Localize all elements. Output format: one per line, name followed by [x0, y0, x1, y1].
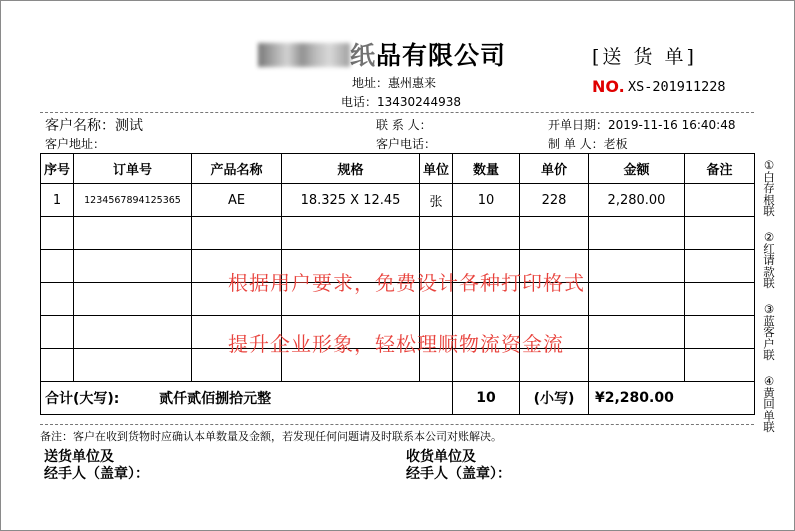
company-address: 地址：惠州惠来 — [352, 76, 437, 90]
table-cell — [685, 184, 755, 217]
table-cell: AE — [192, 184, 282, 217]
col-header: 序号 — [41, 154, 74, 184]
promo-line-1: 根据用户要求，免费设计各种打印格式 — [228, 271, 585, 295]
receiver-unit: 收货单位及 — [406, 449, 476, 465]
col-header: 备注 — [685, 154, 755, 184]
header-divider — [40, 112, 754, 113]
col-header: 单位 — [420, 154, 453, 184]
redacted-company-prefix — [258, 43, 350, 67]
total-words-cell — [41, 382, 453, 415]
empty-row — [41, 217, 755, 250]
copy-label-red: ②红请款联 — [763, 230, 775, 290]
table-header-row — [41, 154, 755, 184]
table-cell: 228 — [520, 184, 589, 217]
col-header: 单价 — [520, 154, 589, 184]
sender-unit: 送货单位及 — [44, 449, 114, 465]
sender-handler: 经手人（盖章）： — [44, 466, 149, 482]
copy-label-blue: ③蓝客户联 — [763, 302, 775, 362]
col-header: 产品名称 — [192, 154, 282, 184]
doc-number-label: NO. — [592, 77, 625, 96]
doc-number-value: XS-201911228 — [628, 79, 726, 95]
col-header: 金额 — [589, 154, 685, 184]
receiver-handler: 经手人（盖章）： — [406, 466, 511, 482]
company-name: 纸品有限公司 — [258, 36, 506, 72]
document-title: [送 货 单] — [592, 46, 697, 68]
table-cell: 2,280.00 — [589, 184, 685, 217]
total-quantity: 10 — [453, 382, 520, 415]
promo-line-2: 提升企业形象，轻松理顺物流资金流 — [228, 332, 564, 356]
copy-label-yellow: ④黄回单联 — [763, 374, 775, 434]
table-cell: 18.325 X 12.45 — [282, 184, 420, 217]
copy-label-white: ①白存根联 — [763, 158, 775, 218]
footer-note: 备注：客户在收到货物时应确认本单数量及金额，若发现任何问题请及时联系本公司对账解决。 — [40, 430, 502, 443]
table-cell: 10 — [453, 184, 520, 217]
contact-person: 联 系 人： — [376, 118, 432, 132]
total-words: 贰仟贰佰捌拾元整 — [159, 391, 272, 407]
issue-date: 开单日期：2019-11-16 16:40:48 — [548, 118, 736, 132]
table-cell: 张 — [420, 184, 453, 217]
table-row — [41, 184, 755, 217]
total-label: 合计(大写): — [45, 391, 120, 407]
footer-divider — [40, 424, 754, 425]
table-cell: 1 — [41, 184, 74, 217]
table-cell: 1234567894125365 — [74, 184, 192, 217]
col-header: 规格 — [282, 154, 420, 184]
customer-address: 客户地址： — [45, 137, 106, 151]
customer-phone: 客户电话： — [376, 137, 437, 151]
document-maker: 制 单 人：老板 — [548, 137, 628, 151]
total-row — [41, 382, 755, 415]
company-phone: 电话：13430244938 — [341, 95, 461, 109]
small-label: (小写) — [520, 382, 589, 415]
small-value: ¥2,280.00 — [589, 382, 755, 415]
col-header: 订单号 — [74, 154, 192, 184]
col-header: 数量 — [453, 154, 520, 184]
customer-name: 客户名称：测试 — [45, 118, 143, 134]
